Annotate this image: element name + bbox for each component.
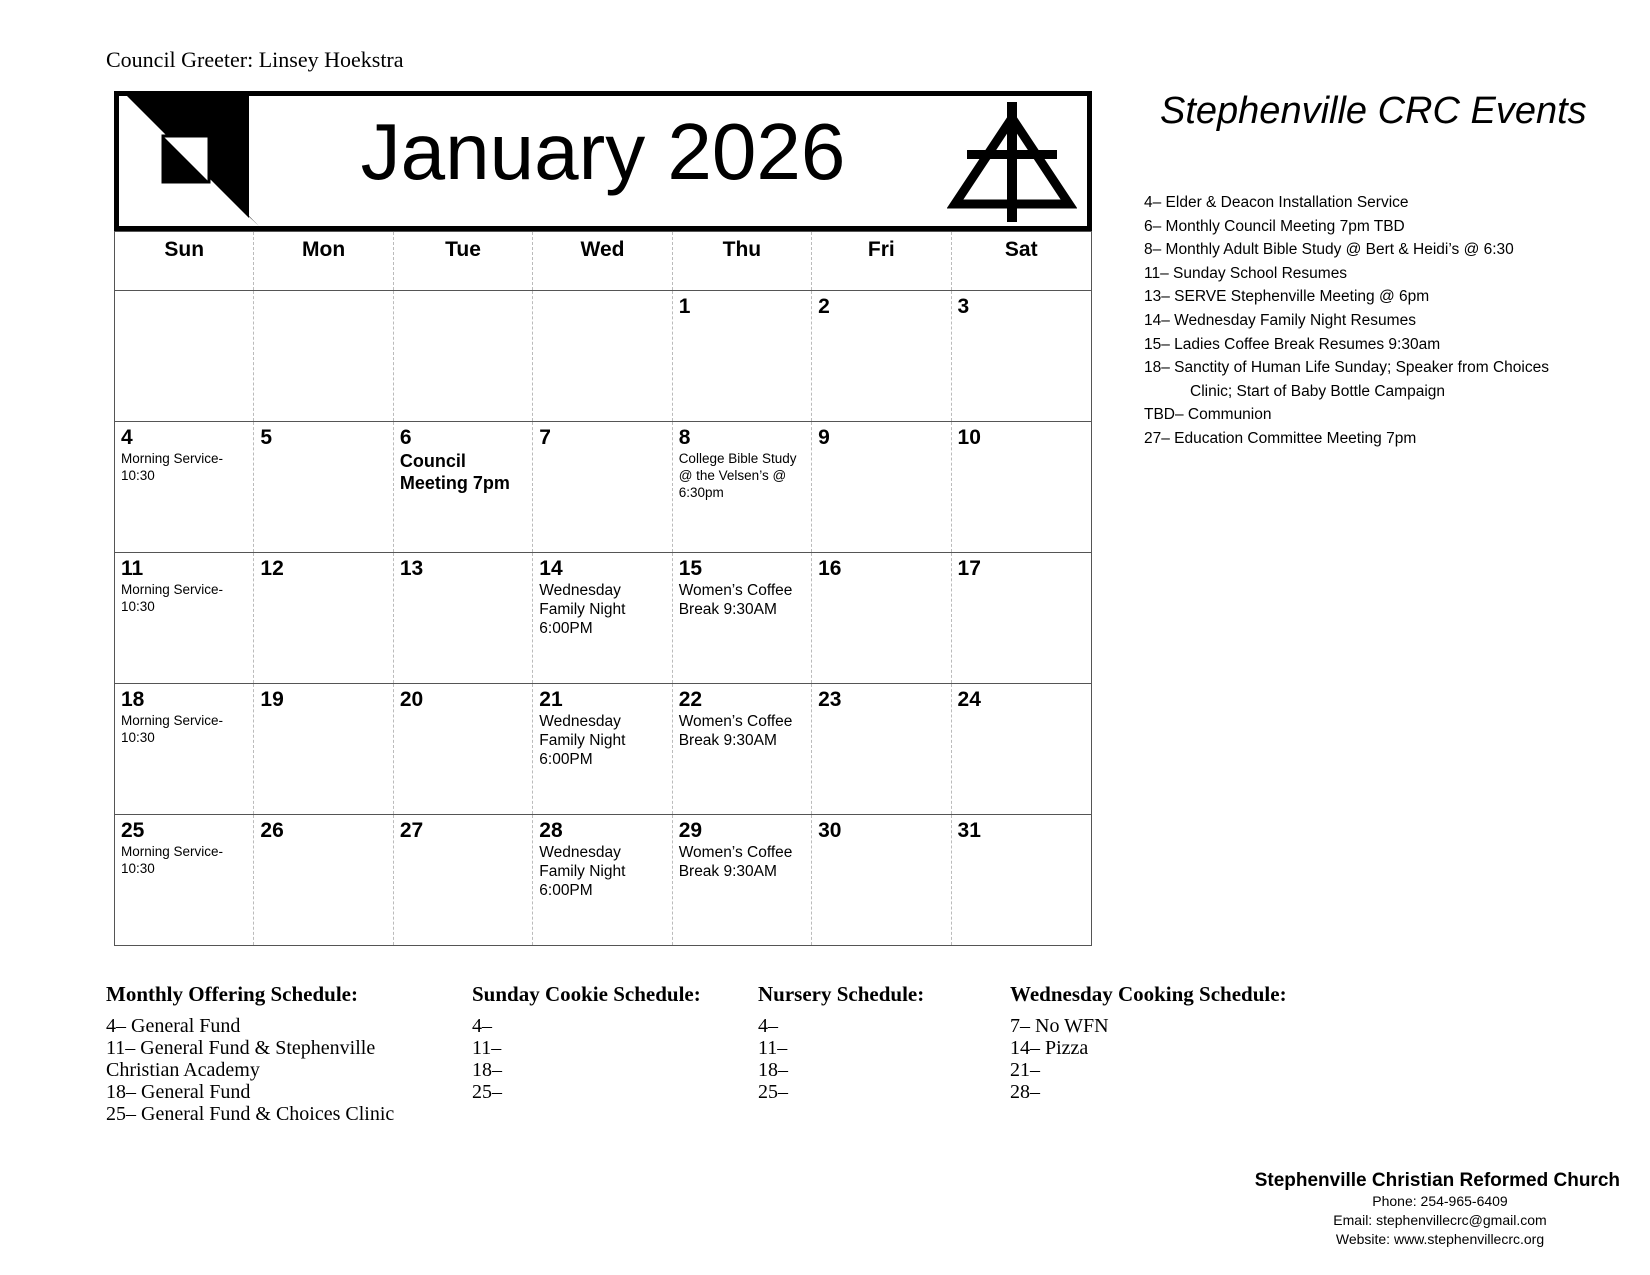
day-number: 30 xyxy=(818,819,842,842)
day-cell xyxy=(952,684,1091,814)
schedule-item: 25– xyxy=(758,1081,788,1103)
offering-schedule xyxy=(106,982,394,1125)
schedule-item: Christian Academy xyxy=(106,1059,260,1081)
day-number: 8 xyxy=(678,426,691,449)
day-name-sun: Sun xyxy=(115,232,254,290)
day-cell xyxy=(254,422,393,552)
day-name-wed: Wed xyxy=(533,232,672,290)
schedule-item: 4– General Fund xyxy=(106,1015,241,1037)
event-item: 11– Sunday School Resumes xyxy=(1144,264,1348,282)
week-row xyxy=(115,421,1091,552)
day-name-fri: Fri xyxy=(812,232,951,290)
nursery-schedule-title: Nursery Schedule: xyxy=(758,982,925,1006)
day-cell xyxy=(115,291,254,421)
day-number: 15 xyxy=(678,557,703,580)
day-cell xyxy=(115,422,254,552)
day-number: 29 xyxy=(678,819,703,842)
calendar-banner xyxy=(114,91,1092,231)
day-cell xyxy=(394,684,533,814)
day-event: Women’s Coffee Break 9:30AM xyxy=(678,844,793,880)
day-event: Wednesday Family Night 6:00PM xyxy=(539,582,626,637)
day-cell xyxy=(673,291,812,421)
event-item: TBD– Communion xyxy=(1144,406,1272,424)
day-cell xyxy=(394,815,533,945)
day-number: 28 xyxy=(539,819,563,842)
day-header-row xyxy=(115,231,1091,290)
week-row xyxy=(115,552,1091,683)
events-list xyxy=(1144,191,1644,451)
schedule-item: 11– General Fund & Stephenville xyxy=(106,1037,376,1059)
calendar xyxy=(114,91,1092,946)
schedule-item: 4– xyxy=(758,1015,778,1037)
day-number: 22 xyxy=(678,688,703,711)
day-cell xyxy=(533,684,672,814)
schedule-item: 14– Pizza xyxy=(1010,1037,1089,1059)
nursery-schedule xyxy=(758,982,924,1103)
day-number: 16 xyxy=(818,557,842,580)
day-event: Council Meeting 7pm xyxy=(399,451,510,493)
event-item: 14– Wednesday Family Night Resumes xyxy=(1144,311,1416,329)
event-item-continued xyxy=(1144,380,1644,404)
event-item: 27– Education Committee Meeting 7pm xyxy=(1144,429,1417,447)
event-item-continuation: Clinic; Start of Baby Bottle Campaign xyxy=(1190,382,1446,400)
day-event: Women’s Coffee Break 9:30AM xyxy=(678,582,793,618)
month-title: January 2026 xyxy=(360,107,846,196)
event-item: 6– Monthly Council Meeting 7pm TBD xyxy=(1144,217,1405,235)
events-title: Stephenville CRC Events xyxy=(1160,90,1587,132)
day-number: 9 xyxy=(818,426,830,449)
church-phone: Phone: 254-965-6409 xyxy=(1372,1193,1508,1209)
day-event: Morning Service-10:30 xyxy=(121,451,224,483)
day-event: Wednesday Family Night 6:00PM xyxy=(539,713,626,768)
schedule-item: 4– xyxy=(472,1015,492,1037)
day-number: 4 xyxy=(121,426,133,449)
day-cell xyxy=(673,815,812,945)
schedule-item: 28– xyxy=(1010,1081,1040,1103)
crc-cross-logo-icon xyxy=(947,100,1077,224)
day-cell xyxy=(812,422,951,552)
day-cell xyxy=(952,422,1091,552)
day-cell xyxy=(254,684,393,814)
day-name-sat: Sat xyxy=(1004,238,1038,261)
day-number: 20 xyxy=(399,688,424,711)
event-item: 4– Elder & Deacon Installation Service xyxy=(1144,194,1409,211)
day-event: College Bible Study @ the Velsen’s @ 6:30pm xyxy=(678,451,797,500)
church-email: Email: stephenvillecrc@gmail.com xyxy=(1333,1212,1547,1228)
schedule-item: 25– xyxy=(472,1081,502,1103)
day-number: 18 xyxy=(121,688,145,711)
day-cell xyxy=(115,553,254,683)
schedule-item: 11– xyxy=(472,1037,502,1059)
day-number: 12 xyxy=(260,557,284,580)
day-number: 2 xyxy=(818,295,830,318)
day-cell xyxy=(254,291,393,421)
day-cell xyxy=(952,553,1091,683)
schedule-item: 7– No WFN xyxy=(1010,1015,1109,1037)
day-cell xyxy=(673,422,812,552)
day-number: 31 xyxy=(957,819,981,842)
day-number: 13 xyxy=(399,557,424,580)
event-item: 8– Monthly Adult Bible Study @ Bert & Heidi’s @ 6:30 xyxy=(1144,241,1514,259)
offering-schedule-title: Monthly Offering Schedule: xyxy=(106,982,358,1006)
cookie-schedule-title: Sunday Cookie Schedule: xyxy=(472,982,701,1006)
day-cell xyxy=(533,815,672,945)
day-name-tue: Tue xyxy=(394,232,533,290)
calendar-grid xyxy=(114,231,1092,946)
schedule-item: 18– xyxy=(758,1059,788,1081)
day-number: 1 xyxy=(678,295,691,318)
day-number: 3 xyxy=(957,295,970,318)
day-cell xyxy=(812,815,951,945)
week-row xyxy=(115,683,1091,814)
day-cell xyxy=(673,684,812,814)
day-number: 7 xyxy=(539,426,551,449)
day-number: 25 xyxy=(121,819,145,842)
day-cell xyxy=(394,422,533,552)
council-greeter: Council Greeter: Linsey Hoekstra xyxy=(106,47,404,72)
day-cell xyxy=(115,684,254,814)
event-item: 13– SERVE Stephenville Meeting @ 6pm xyxy=(1144,288,1430,306)
day-cell xyxy=(254,553,393,683)
schedule-item: 18– General Fund xyxy=(106,1081,251,1103)
day-number: 24 xyxy=(957,688,981,711)
day-event: Morning Service-10:30 xyxy=(121,844,224,876)
day-number: 27 xyxy=(399,819,424,842)
day-cell xyxy=(673,553,812,683)
day-number: 21 xyxy=(539,688,563,711)
day-cell xyxy=(115,815,254,945)
schedule-item: 11– xyxy=(758,1037,788,1059)
cookie-schedule xyxy=(472,982,701,1103)
day-cell xyxy=(394,291,533,421)
day-name-mon: Mon xyxy=(254,232,393,290)
week-row xyxy=(115,290,1091,421)
day-number: 6 xyxy=(399,426,412,449)
schedule-item: 18– xyxy=(472,1059,502,1081)
event-item: 15– Ladies Coffee Break Resumes 9:30am xyxy=(1144,335,1441,353)
day-event: Morning Service-10:30 xyxy=(121,582,224,614)
week-row xyxy=(115,814,1091,945)
day-cell xyxy=(952,291,1091,421)
day-number: 10 xyxy=(957,426,981,449)
day-name-thu: Thu xyxy=(673,232,812,290)
day-number: 11 xyxy=(121,557,144,580)
church-website: Website: www.stephenvillecrc.org xyxy=(1335,1231,1545,1247)
day-event: Morning Service-10:30 xyxy=(121,713,224,745)
day-event: Women’s Coffee Break 9:30AM xyxy=(678,713,793,749)
day-cell xyxy=(812,553,951,683)
day-cell xyxy=(254,815,393,945)
day-number: 14 xyxy=(539,557,563,580)
cooking-schedule xyxy=(1010,982,1287,1103)
day-cell xyxy=(533,422,672,552)
day-number: 5 xyxy=(260,426,273,449)
day-cell xyxy=(952,815,1091,945)
church-contact-footer xyxy=(1200,1170,1620,1249)
church-name: Stephenville Christian Reformed Church xyxy=(1254,1170,1620,1191)
day-cell xyxy=(533,553,672,683)
cooking-schedule-title: Wednesday Cooking Schedule: xyxy=(1010,982,1287,1006)
day-number: 17 xyxy=(957,557,981,580)
day-number: 19 xyxy=(260,688,284,711)
day-event: Wednesday Family Night 6:00PM xyxy=(539,844,626,899)
event-item: 18– Sanctity of Human Life Sunday; Speaker from Choices xyxy=(1144,359,1549,377)
day-number: 23 xyxy=(818,688,842,711)
schedule-item: 25– General Fund & Choices Clinic xyxy=(106,1103,395,1125)
day-number: 26 xyxy=(260,819,284,842)
schedule-item: 21– xyxy=(1010,1059,1040,1081)
day-cell xyxy=(812,291,951,421)
day-cell xyxy=(533,291,672,421)
day-cell xyxy=(394,553,533,683)
day-cell xyxy=(812,684,951,814)
